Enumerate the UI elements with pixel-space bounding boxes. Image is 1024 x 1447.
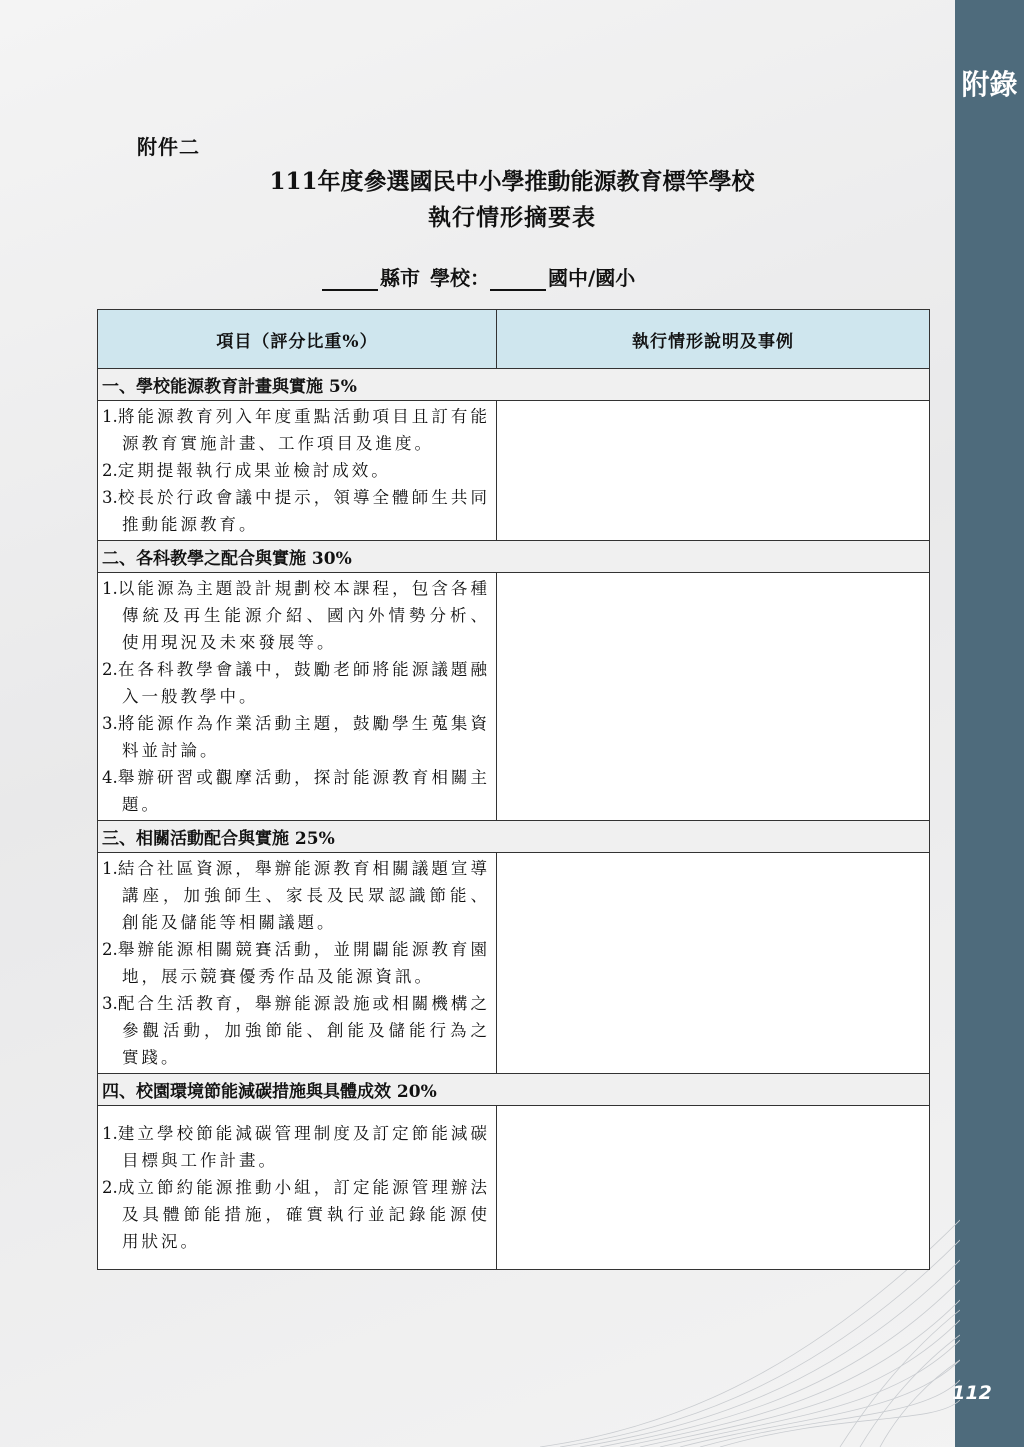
level-label: 國中/國小 [548, 266, 636, 290]
criteria-item-text: 結合社區資源，舉辦能源教育相關議題宣導講座，加強師生、家長及民眾認識節能、創能及儲能等相關議題。 [117, 859, 490, 932]
criteria-item-number: 2. [102, 940, 118, 959]
criteria-item-number: 2. [102, 1178, 118, 1197]
criteria-item-number: 3. [102, 714, 118, 733]
criteria-item-number: 1. [102, 579, 118, 598]
criteria-item-text: 定期提報執行成果並檢討成效。 [117, 461, 391, 480]
criteria-item-number: 1. [102, 407, 118, 426]
section-header-row [98, 369, 930, 401]
criteria-item-text: 將能源教育列入年度重點活動項目且訂有能源教育實施計畫、工作項目及進度。 [117, 407, 490, 453]
page-number: 112 [952, 1382, 992, 1404]
criteria-item [102, 936, 490, 990]
criteria-item-number: 1. [102, 1124, 118, 1143]
page-subtitle: 執行情形摘要表 [428, 204, 596, 231]
criteria-item-text: 舉辦研習或觀摩活動，探討能源教育相關主題。 [117, 768, 490, 814]
criteria-item-number: 1. [102, 859, 118, 878]
county-blank[interactable] [322, 267, 378, 291]
page-title: 111年度參選國民中小學推動能源教育標竿學校 [269, 168, 755, 195]
school-blank[interactable] [490, 267, 546, 291]
criteria-cell [98, 573, 497, 821]
description-input-cell[interactable] [497, 401, 930, 541]
criteria-item-text: 成立節約能源推動小組，訂定能源管理辦法及具體節能措施，確實執行並記錄能源使用狀況。 [117, 1178, 490, 1251]
attachment-label: 附件二 [137, 135, 200, 159]
school-label: 學校： [430, 266, 490, 290]
criteria-cell [98, 853, 497, 1074]
table-row [98, 573, 930, 821]
table-row [98, 401, 930, 541]
section-title: 四、校園環境節能減碳措施與具體成效 20% [98, 1074, 930, 1106]
county-label: 縣市 [380, 266, 420, 290]
section-title: 二、各科教學之配合與實施 30% [98, 541, 930, 573]
criteria-item [102, 656, 490, 710]
criteria-item-text: 配合生活教育，舉辦能源設施或相關機構之參觀活動，加強節能、創能及儲能行為之實踐。 [117, 994, 490, 1067]
criteria-item [102, 1120, 490, 1174]
criteria-item [102, 484, 490, 538]
section-title: 一、學校能源教育計畫與實施 5% [98, 369, 930, 401]
criteria-cell [98, 1106, 497, 1270]
section-header-row [98, 821, 930, 853]
criteria-item-number: 2. [102, 461, 118, 480]
criteria-cell [98, 401, 497, 541]
criteria-item-text: 校長於行政會議中提示，領導全體師生共同推動能源教育。 [117, 488, 490, 534]
criteria-item [102, 1174, 490, 1255]
table-header-row [98, 310, 930, 369]
criteria-item-number: 3. [102, 488, 118, 507]
criteria-item [102, 575, 490, 656]
criteria-item-text: 舉辦能源相關競賽活動，並開闢能源教育園地，展示競賽優秀作品及能源資訊。 [117, 940, 490, 986]
criteria-item-text: 以能源為主題設計規劃校本課程，包含各種傳統及再生能源介紹、國內外情勢分析、使用現況及未來發展等。 [117, 579, 490, 652]
criteria-item-number: 3. [102, 994, 118, 1013]
criteria-item [102, 403, 490, 457]
criteria-item-text: 在各科教學會議中，鼓勵老師將能源議題融入一般教學中。 [117, 660, 490, 706]
table-row [98, 853, 930, 1074]
criteria-item-number: 2. [102, 660, 118, 679]
column-header-item: 項目（評分比重%） [98, 310, 497, 369]
criteria-item-text: 建立學校節能減碳管理制度及訂定節能減碳目標與工作計畫。 [117, 1124, 490, 1170]
column-header-description: 執行情形說明及事例 [497, 310, 930, 369]
criteria-item [102, 990, 490, 1071]
summary-table [97, 309, 930, 1270]
criteria-item-text: 將能源作為作業活動主題，鼓勵學生蒐集資料並討論。 [117, 714, 490, 760]
criteria-item [102, 764, 490, 818]
criteria-item-number: 4. [102, 768, 118, 787]
side-tab-label: 附錄 [961, 68, 1018, 101]
section-title: 三、相關活動配合與實施 25% [98, 821, 930, 853]
description-input-cell[interactable] [497, 853, 930, 1074]
criteria-item [102, 855, 490, 936]
description-input-cell[interactable] [497, 1106, 930, 1270]
criteria-item [102, 710, 490, 764]
section-header-row [98, 541, 930, 573]
table-row [98, 1106, 930, 1270]
description-input-cell[interactable] [497, 573, 930, 821]
section-header-row [98, 1074, 930, 1106]
school-info-line [322, 262, 635, 291]
criteria-item [102, 457, 490, 484]
